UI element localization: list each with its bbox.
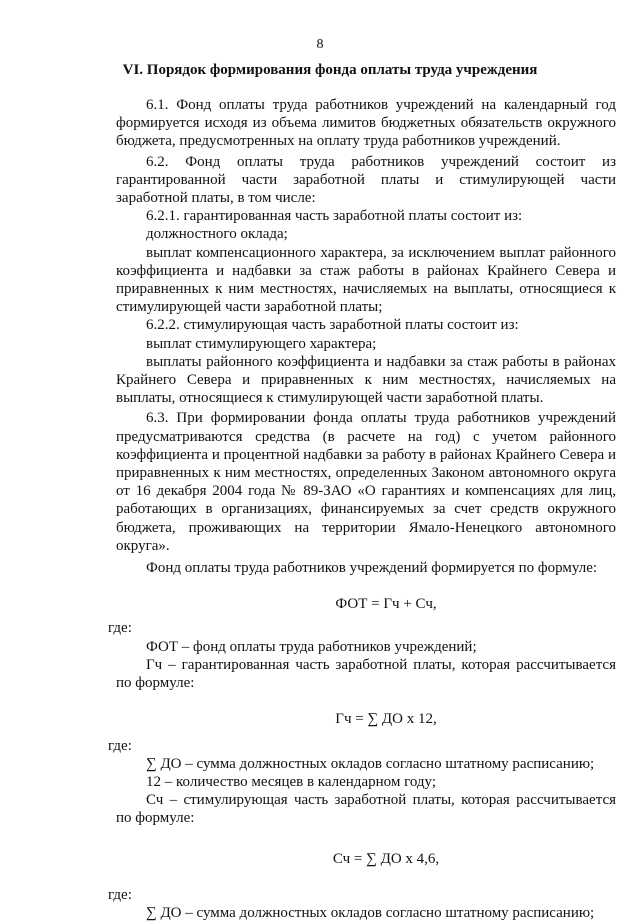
formula-fot: ФОТ = Гч + Сч, [335,596,437,613]
paragraph-6-3: 6.3. При формировании фонда оплаты труда работников учреждений предусматриваются средства (в расчете на год) с учетом районного коэффициента и процентной надбавки за работу в районах Крайнего Севера и приравненных к ним местностях, определенных Законом автономного округа от 16 декабря 2004 года № 89-ЗАО «О гарантиях и компенсациях для лиц, работающих в организациях, финансируемых за счет средств окружного бюджета, проживающих на территории Ямало-Ненецкого автономного округа». [116,410,616,554]
definition-fot: ФОТ – фонд оплаты труда работников учреждений; [146,638,477,655]
paragraph-6-2: 6.2. Фонд оплаты труда работников учреждений состоит из гарантированной части заработной платы и стимулирующей части заработной платы, в том числе: [116,153,616,207]
formula-sch: Сч = ∑ ДО х 4,6, [332,850,440,867]
where-label: где: [108,620,132,637]
definition-sum-salaries: ∑ ДО – сумма должностных окладов согласно штатному расписанию; [146,904,595,921]
where-label: где: [108,886,132,903]
paragraph-6-2-2: 6.2.2. стимулирующая часть заработной платы состоит из: [146,317,519,334]
formula-gch: Гч = ∑ ДО х 12, [335,711,437,728]
page-number: 8 [316,37,324,52]
document-body [108,96,616,922]
fot-intro: Фонд оплаты труда работников учреждений формируется по формуле: [146,560,598,577]
item-compensation: выплат компенсационного характера, за исключением выплат районного коэффициента и надбавки за стаж работы в районах Крайнего Севера и приравненных к ним местностях, начисляемых на выплаты, относящиеся к стимулирующей части заработной платы; [116,244,616,316]
paragraph-6-2-1: 6.2.1. гарантированная часть заработной платы состоит из: [146,208,523,225]
definition-gch: Гч – гарантированная часть заработной платы, которая рассчитывается по формуле: [116,656,616,692]
definition-months: 12 – количество месяцев в календарном году; [146,773,437,790]
item-district-coefficient: выплаты районного коэффициента и надбавки за стаж работы в районах Крайнего Севера и приравненных к ним местностях, начисляемых на выплаты, относящиеся к стимулирующей части заработной платы. [116,353,616,407]
definition-sum-salaries: ∑ ДО – сумма должностных окладов согласно штатному расписанию; [146,755,595,772]
paragraph-6-1: 6.1. Фонд оплаты труда работников учреждений на календарный год формируется исходя из объема лимитов бюджетных обязательств окружного бюджета, предусмотренных на оплату труда работников учреждений. [116,97,616,150]
section-heading: VI. Порядок формирования фонда оплаты труда учреждения [122,62,538,78]
where-label: где: [108,737,132,754]
item-salary: должностного оклада; [146,226,288,243]
item-stimulating: выплат стимулирующего характера; [146,335,377,352]
definition-sch: Сч – стимулирующая часть заработной платы, которая рассчитывается по формуле: [116,792,616,827]
